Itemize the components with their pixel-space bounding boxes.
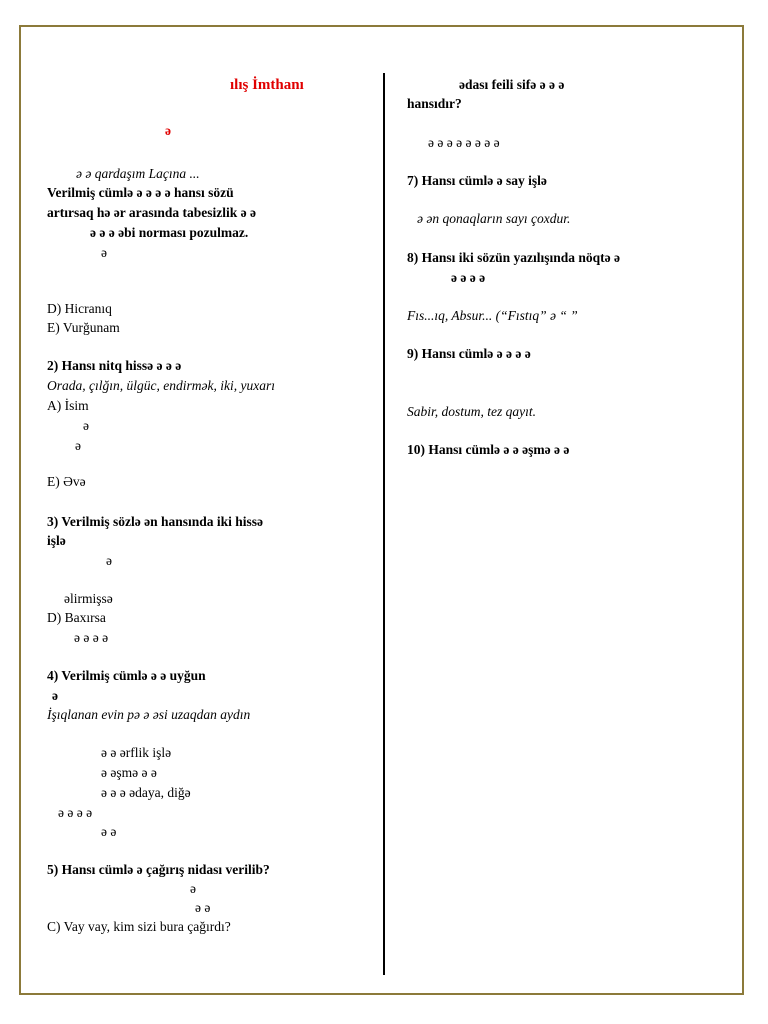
q8-question-line2: ə ə ə ə	[451, 270, 486, 285]
q6-question-line2: hansıdır?	[407, 96, 462, 111]
q1-text-line2: artırsaq hə ər arasında tabesizlik ə ə	[47, 205, 256, 220]
q6-options: ə ə ə ə ə ə ə ə	[428, 135, 500, 150]
q2-fragment-2: ə	[75, 438, 81, 453]
exam-subtitle: ə	[165, 123, 171, 138]
q1-option-d: D) Hicranıq	[47, 301, 112, 316]
exam-title: ılış İmthanı	[230, 77, 304, 93]
q2-question: 2) Hansı nitq hissə ə ə ə	[47, 358, 182, 373]
q5-question: 5) Hansı cümlə ə çağırış nidası verilib?	[47, 862, 270, 877]
q8-example: Fıs...ıq, Absur... (“Fıstıq” ə “ ”	[407, 308, 578, 323]
q4-option-1: ə ə ərflik işlə	[101, 745, 172, 760]
q4-option-3: ə ə ə ədaya, diğə	[101, 785, 191, 800]
q7-question: 7) Hansı cümlə ə say işlə	[407, 173, 547, 188]
q6-question-line1: ədası feili sifə ə ə ə	[459, 77, 565, 92]
q3-fragment-3: ə ə ə ə	[74, 630, 109, 645]
q1-fragment: ə	[101, 245, 107, 260]
q2-option-a: A) İsim	[47, 398, 89, 413]
q4-example: İşıqlanan evin pə ə əsi uzaqdan aydın	[47, 707, 251, 722]
column-divider	[383, 73, 385, 975]
q5-option-c: C) Vay vay, kim sizi bura çağırdı?	[47, 919, 231, 934]
q1-text-line1: Verilmiş cümlə ə ə ə ə hansı sözü	[47, 185, 234, 200]
q9-question: 9) Hansı cümlə ə ə ə ə	[407, 346, 531, 361]
q2-example: Orada, çılğın, ülgüc, endirmək, iki, yuxarı	[47, 378, 275, 393]
q2-fragment-1: ə	[83, 418, 89, 433]
q3-fragment-1: ə	[106, 553, 112, 568]
q8-question-line1: 8) Hansı iki sözün yazılışında nöqtə ə	[407, 250, 621, 265]
q4-option-4: ə ə ə ə	[58, 805, 93, 820]
q9-example: Sabir, dostum, tez qayıt.	[407, 404, 537, 419]
q3-option-d: D) Baxırsa	[47, 610, 106, 625]
q4-question-line2: ə	[52, 688, 58, 703]
q1-example: ə ə qardaşım Laçına ...	[76, 166, 200, 181]
q2-option-e: E) Əvə	[47, 474, 86, 489]
q4-option-5: ə ə	[101, 824, 117, 839]
q1-option-e: E) Vurğunam	[47, 320, 120, 335]
q5-fragment-2: ə ə	[195, 900, 211, 915]
q3-question-line2: işlə	[47, 533, 66, 548]
q10-question: 10) Hansı cümlə ə ə əşmə ə ə	[407, 442, 570, 457]
q1-text-line3: ə ə ə əbi norması pozulmaz.	[90, 225, 249, 240]
q4-option-2: ə əşmə ə ə	[101, 765, 157, 780]
q7-example: ə ən qonaqların sayı çoxdur.	[417, 211, 571, 226]
q3-question-line1: 3) Verilmiş sözlə ən hansında iki hissə	[47, 514, 264, 529]
q3-fragment-2: əlirmişsə	[64, 591, 113, 606]
q4-question-line1: 4) Verilmiş cümlə ə ə uyğun	[47, 668, 206, 683]
q5-fragment-1: ə	[190, 881, 196, 896]
